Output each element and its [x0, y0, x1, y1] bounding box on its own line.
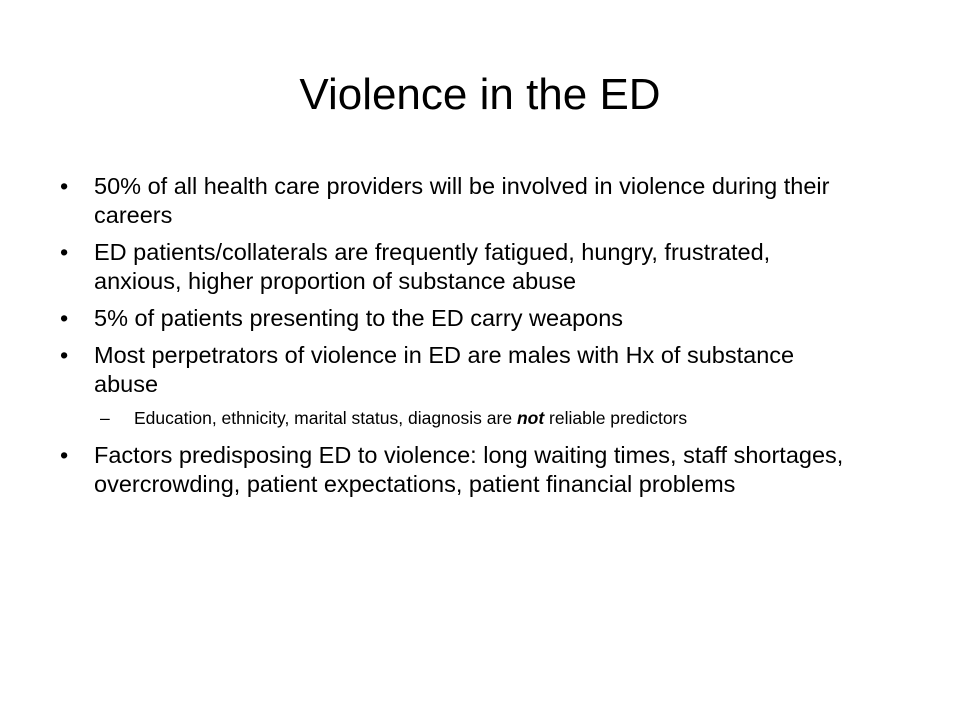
bullet-item — [58, 341, 858, 399]
bullet-icon: • — [60, 239, 69, 265]
bullet-text: Most perpetrators of violence in ED are males with Hx of substance abuse — [94, 342, 795, 397]
sub-bullet-emphasis: not — [516, 408, 545, 428]
sub-bullet-text — [134, 408, 687, 428]
bullet-icon: • — [60, 342, 69, 368]
bullet-text: ED patients/collaterals are frequently fatigued, hungry, frustrated, anxious, higher proportion of substance abuse — [94, 239, 771, 294]
bullet-text: 50% of all health care providers will be involved in violence during their careers — [94, 173, 830, 228]
bullet-text: Factors predisposing ED to violence: long waiting times, staff shortages, overcrowding, patient expectations, patient financial problems — [94, 442, 844, 497]
bullet-text: 5% of patients presenting to the ED carry weapons — [94, 305, 624, 331]
sub-bullet-text-start: Education, ethnicity, marital status, diagnosis are — [134, 408, 517, 428]
bullet-item — [58, 441, 858, 499]
bullet-icon: • — [60, 173, 69, 199]
slide-content — [58, 172, 858, 507]
bullet-icon: • — [60, 442, 69, 468]
bullet-item — [58, 238, 858, 296]
slide-title: Violence in the ED — [299, 70, 661, 119]
bullet-icon: • — [60, 305, 69, 331]
dash-icon: – — [100, 408, 110, 428]
bullet-item — [58, 304, 858, 333]
bullet-item — [58, 172, 858, 230]
sub-bullet-item — [98, 407, 858, 429]
sub-bullet-text-end: reliable predictors — [544, 408, 688, 428]
